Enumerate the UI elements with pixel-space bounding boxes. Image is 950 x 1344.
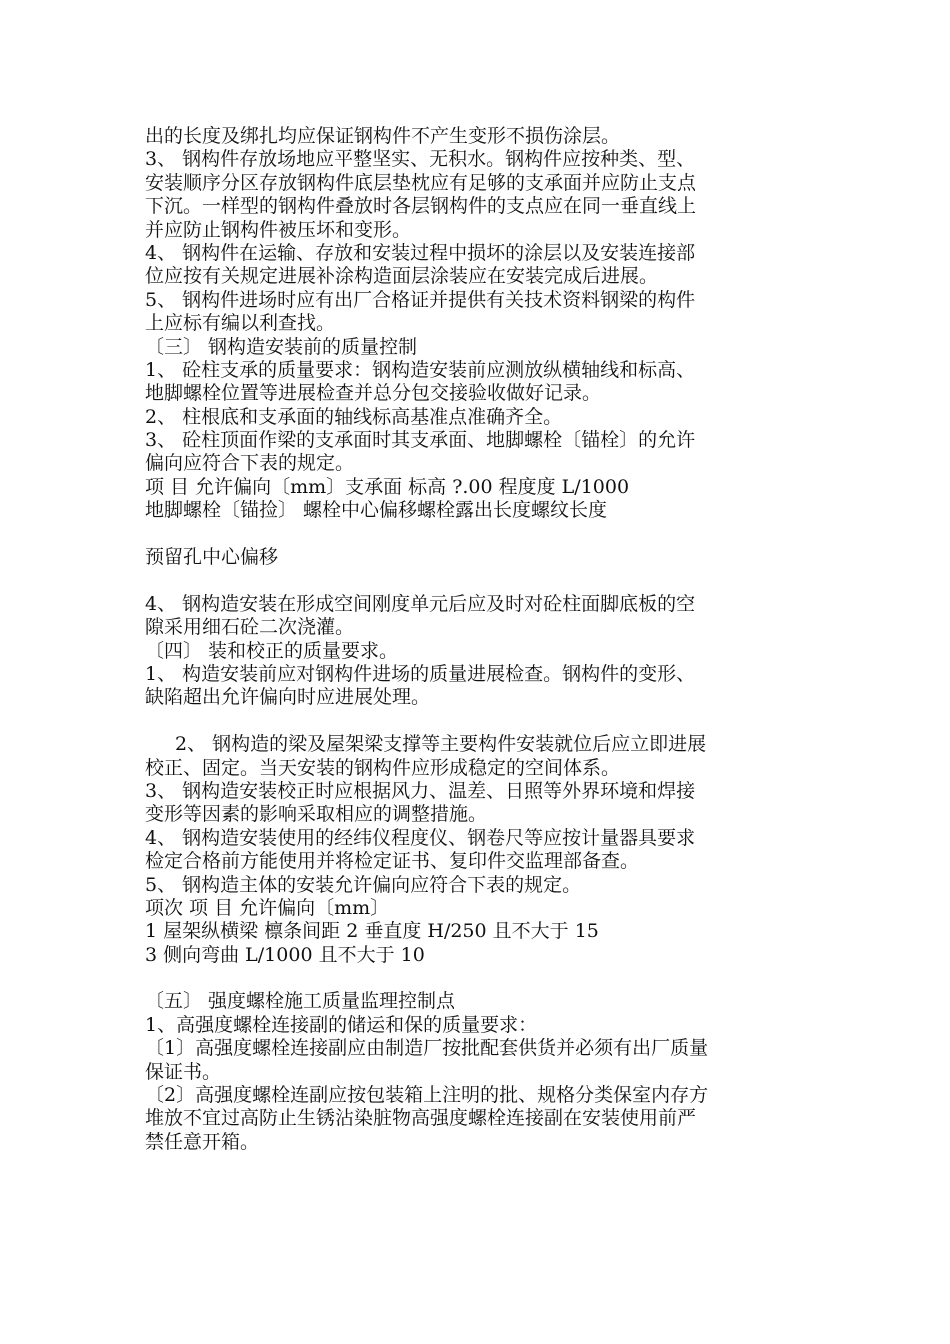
text-line: 校正、固定。当天安装的钢构件应形成稳定的空间体系。	[145, 756, 621, 779]
text-line: 安装顺序分区存放钢构件底层垫枕应有足够的支承面并应防止支点	[145, 171, 697, 194]
blank-line	[145, 967, 815, 990]
text-line: 3、 钢构件存放场地应平整坚实、无积水。钢构件应按种类、型、	[145, 148, 696, 171]
text-line: 2、 柱根底和支承面的轴线标高基准点准确齐全。	[145, 405, 563, 428]
blank-line	[145, 523, 815, 546]
text-line: 5、 钢构造主体的安装允许偏向应符合下表的规定。	[145, 873, 582, 896]
text-line: 保证书。	[145, 1060, 222, 1083]
text-line: 检定合格前方能使用并将检定证书、复印件交监理部备查。	[145, 850, 640, 873]
text-line: 〔2〕高强度螺栓连副应按包装箱上注明的批、规格分类保室内存方	[145, 1084, 709, 1107]
text-line: 地脚螺栓位置等进展检查并总分包交接验收做好记录。	[145, 382, 602, 405]
text-line: 上应标有编以利查找。	[145, 312, 336, 335]
text-line: 1、高强度螺栓连接副的储运和保的质量要求：	[145, 1013, 538, 1036]
text-line: 3、 钢构造安装校正时应根据风力、温差、日照等外界环境和焊接	[145, 779, 696, 802]
text-line: 3、 砼柱顶面作梁的支承面时其支承面、地脚螺栓〔锚栓〕的允许	[145, 429, 696, 452]
text-line: 禁任意开箱。	[145, 1130, 260, 1153]
table-row-text: 地脚螺栓〔锚捡〕 螺栓中心偏移螺栓露出长度螺纹长度	[145, 499, 608, 522]
table-row-text: 预留孔中心偏移	[145, 546, 279, 569]
table-row-text: 1 屋架纵横梁 檩条间距 2 垂直度 H/250 且不大于 15	[145, 920, 599, 943]
text-line: 4、 钢构造安装在形成空间刚度单元后应及时对砼柱面脚底板的空	[145, 592, 696, 615]
text-line-indented: 2、 钢构造的梁及屋架梁支撑等主要构件安装就位后应立即进展	[175, 733, 707, 756]
text-line: 5、 钢构件进场时应有出厂合格证并提供有关技术资料钢梁的构件	[145, 288, 696, 311]
section-heading: 〔四〕 装和校正的质量要求。	[145, 639, 399, 662]
text-line: 并应防止钢构件被压坏和变形。	[145, 218, 412, 241]
text-line: 下沉。一样型的钢构件叠放时各层钢构件的支点应在同一垂直线上	[145, 195, 697, 218]
blank-line	[145, 710, 815, 733]
text-line: 变形等因素的影响采取相应的调整措施。	[145, 803, 488, 826]
text-line: 位应按有关规定进展补涂构造面层涂装应在安装完成后进展。	[145, 265, 659, 288]
table-row-text: 项 目 允许偏向〔mm〕支承面 标高 ?.00 程度度 L/1000	[145, 475, 630, 498]
table-row-text: 3 侧向弯曲 L/1000 且不大于 10	[145, 943, 425, 966]
table-row-text: 项次 项 目 允许偏向〔mm〕	[145, 896, 390, 919]
section-heading: 〔五〕 强度螺栓施工质量监理控制点	[145, 990, 456, 1013]
text-line: 偏向应符合下表的规定。	[145, 452, 355, 475]
blank-line	[145, 569, 815, 592]
text-line: 出的长度及绑扎均应保证钢构件不产生变形不损伤涂层。	[145, 125, 621, 147]
text-line: 4、 钢构造安装使用的经纬仪程度仪、钢卷尺等应按计量器具要求	[145, 826, 696, 849]
text-line: 隙采用细石砼二次浇灌。	[145, 616, 355, 639]
text-line: 1、 构造安装前应对钢构件进场的质量进展检查。钢构件的变形、	[145, 662, 696, 685]
section-heading: 〔三〕 钢构造安装前的质量控制	[145, 335, 418, 358]
text-line: 〔1〕高强度螺栓连接副应由制造厂按批配套供货并必须有出厂质量	[145, 1037, 709, 1060]
text-line: 堆放不宜过高防止生锈沾染脏物高强度螺栓连接副在安装使用前严	[145, 1107, 697, 1130]
document-body	[145, 125, 815, 1154]
text-line: 4、 钢构件在运输、存放和安装过程中损坏的涂层以及安装连接部	[145, 241, 696, 264]
text-line: 1、 砼柱支承的质量要求：钢构造安装前应测放纵横轴线和标高、	[145, 358, 696, 381]
text-line: 缺陷超出允许偏向时应进展处理。	[145, 686, 431, 709]
